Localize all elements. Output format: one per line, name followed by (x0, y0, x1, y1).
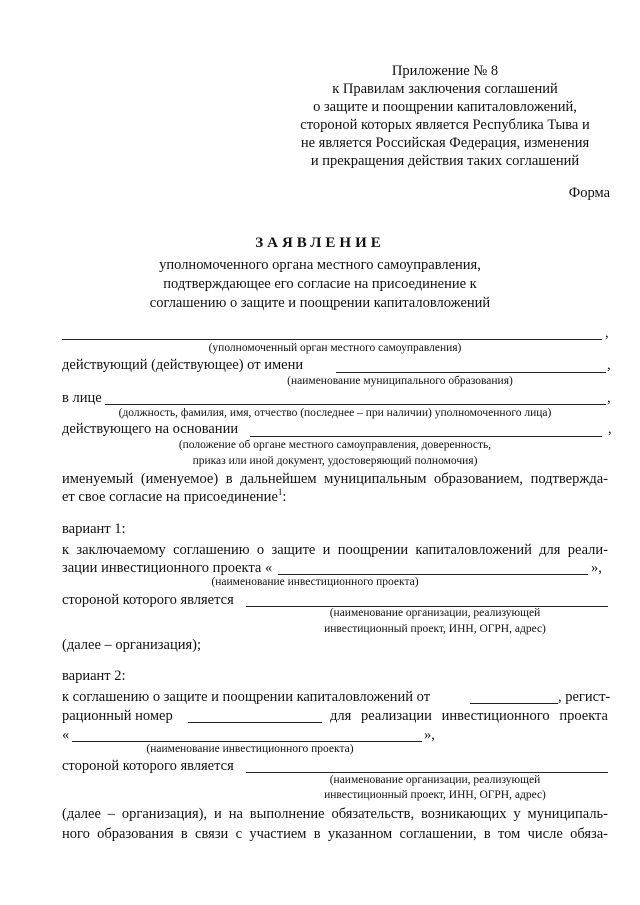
party-blank-2[interactable] (246, 772, 608, 773)
party-note-2-1: (наименование организации, реализующей (329, 774, 541, 786)
variant-2-line-3-end: », (424, 727, 435, 743)
comma: , (607, 390, 611, 406)
variant-1-line-2-start: зации инвестиционного проекта « (62, 560, 273, 576)
project-note-2: (наименование инвестиционного проекта) (146, 743, 354, 755)
basis-blank[interactable] (250, 436, 602, 437)
appendix-line: стороной которых является Республика Тыва и (300, 117, 590, 133)
authority-blank[interactable] (62, 339, 602, 340)
appendix-line: Приложение № 8 (391, 63, 499, 79)
variant-2-line-2-start: рационный номер (62, 708, 173, 724)
subtitle-line: подтверждающее его согласие на присоединение к (163, 276, 477, 292)
subtitle-line: уполномоченного органа местного самоуправления, (159, 257, 481, 273)
registration-number-blank[interactable] (188, 722, 322, 723)
project-name-blank[interactable] (278, 574, 588, 575)
comma: , (607, 357, 611, 373)
basis-note-2: приказ или иной документ, удостоверяющий полномочия) (192, 455, 478, 467)
document-title: ЗАЯВЛЕНИЕ (255, 235, 385, 251)
subtitle-line: соглашению о защите и поощрении капиталовложений (149, 295, 491, 311)
municipality-blank[interactable] (336, 372, 606, 373)
form-label: Форма (568, 185, 610, 201)
variant-1-line-2-end: », (591, 560, 602, 576)
variant-2-line-1-start: к соглашению о защите и поощрении капиталовложений от (62, 689, 431, 705)
variant-1-heading: вариант 1: (62, 521, 126, 537)
person-label: в лице (62, 390, 102, 406)
party-label-2: стороной которого является (62, 758, 234, 774)
appendix-line: и прекращения действия таких соглашений (310, 153, 580, 169)
comma: , (608, 421, 612, 437)
acting-label: действующий (действующее) от имени (62, 357, 304, 373)
party-note-1: (наименование организации, реализующей (329, 607, 541, 619)
person-note: (должность, фамилия, имя, отчество (последнее – при наличии) уполномоченного лица) (118, 407, 552, 419)
appendix-line: к Правилам заключения соглашений (332, 81, 558, 97)
variant-1-line-1: к заключаемому соглашению о защите и поощрении капиталовложений для реали- (62, 542, 608, 558)
appendix-line: не является Российская Федерация, изменения (300, 135, 590, 151)
variant-2-line-3-start: « (62, 727, 70, 743)
basis-note-1: (положение об органе местного самоуправления, доверенность, (178, 439, 492, 451)
person-blank[interactable] (105, 404, 606, 405)
variant-2-heading: вариант 2: (62, 668, 126, 684)
authority-note: (уполномоченный орган местного самоуправления) (208, 342, 462, 354)
municipality-note: (наименование муниципального образования) (287, 375, 513, 387)
comma: , (605, 325, 609, 341)
basis-label: действующего на основании (62, 421, 239, 437)
project-name-blank-2[interactable] (72, 741, 422, 742)
variant-2-closing-1: (далее – организация), и на выполнение обязательств, возникающих у муниципаль- (62, 806, 608, 822)
project-note: (наименование инвестиционного проекта) (211, 576, 419, 588)
intro-text: ет свое согласие на присоединение (62, 489, 278, 505)
appendix-header (280, 62, 610, 170)
appendix-line: о защите и поощрении капиталовложений, (313, 99, 577, 115)
document-subtitle (60, 256, 580, 313)
date-blank[interactable] (470, 703, 558, 704)
variant-2-line-1-end: , регист- (558, 689, 611, 705)
footnote-mark: 1 (277, 487, 283, 498)
variant-2-line-2-end: для реализации инвестиционного проекта (330, 708, 608, 724)
intro-line-2 (62, 489, 286, 506)
party-note-2: инвестиционный проект, ИНН, ОГРН, адрес) (324, 623, 546, 635)
variant-2-closing-2: ного образования в связи с участием в указанном соглашении, в том числе обяза- (62, 826, 608, 842)
variant-1-closing: (далее – организация); (62, 637, 201, 653)
party-label: стороной которого является (62, 592, 234, 608)
intro-colon: : (282, 489, 287, 505)
party-note-2-2: инвестиционный проект, ИНН, ОГРН, адрес) (324, 789, 546, 801)
intro-line-1: именуемый (именуемое) в дальнейшем муниципальным образованием, подтвержда- (62, 471, 608, 487)
